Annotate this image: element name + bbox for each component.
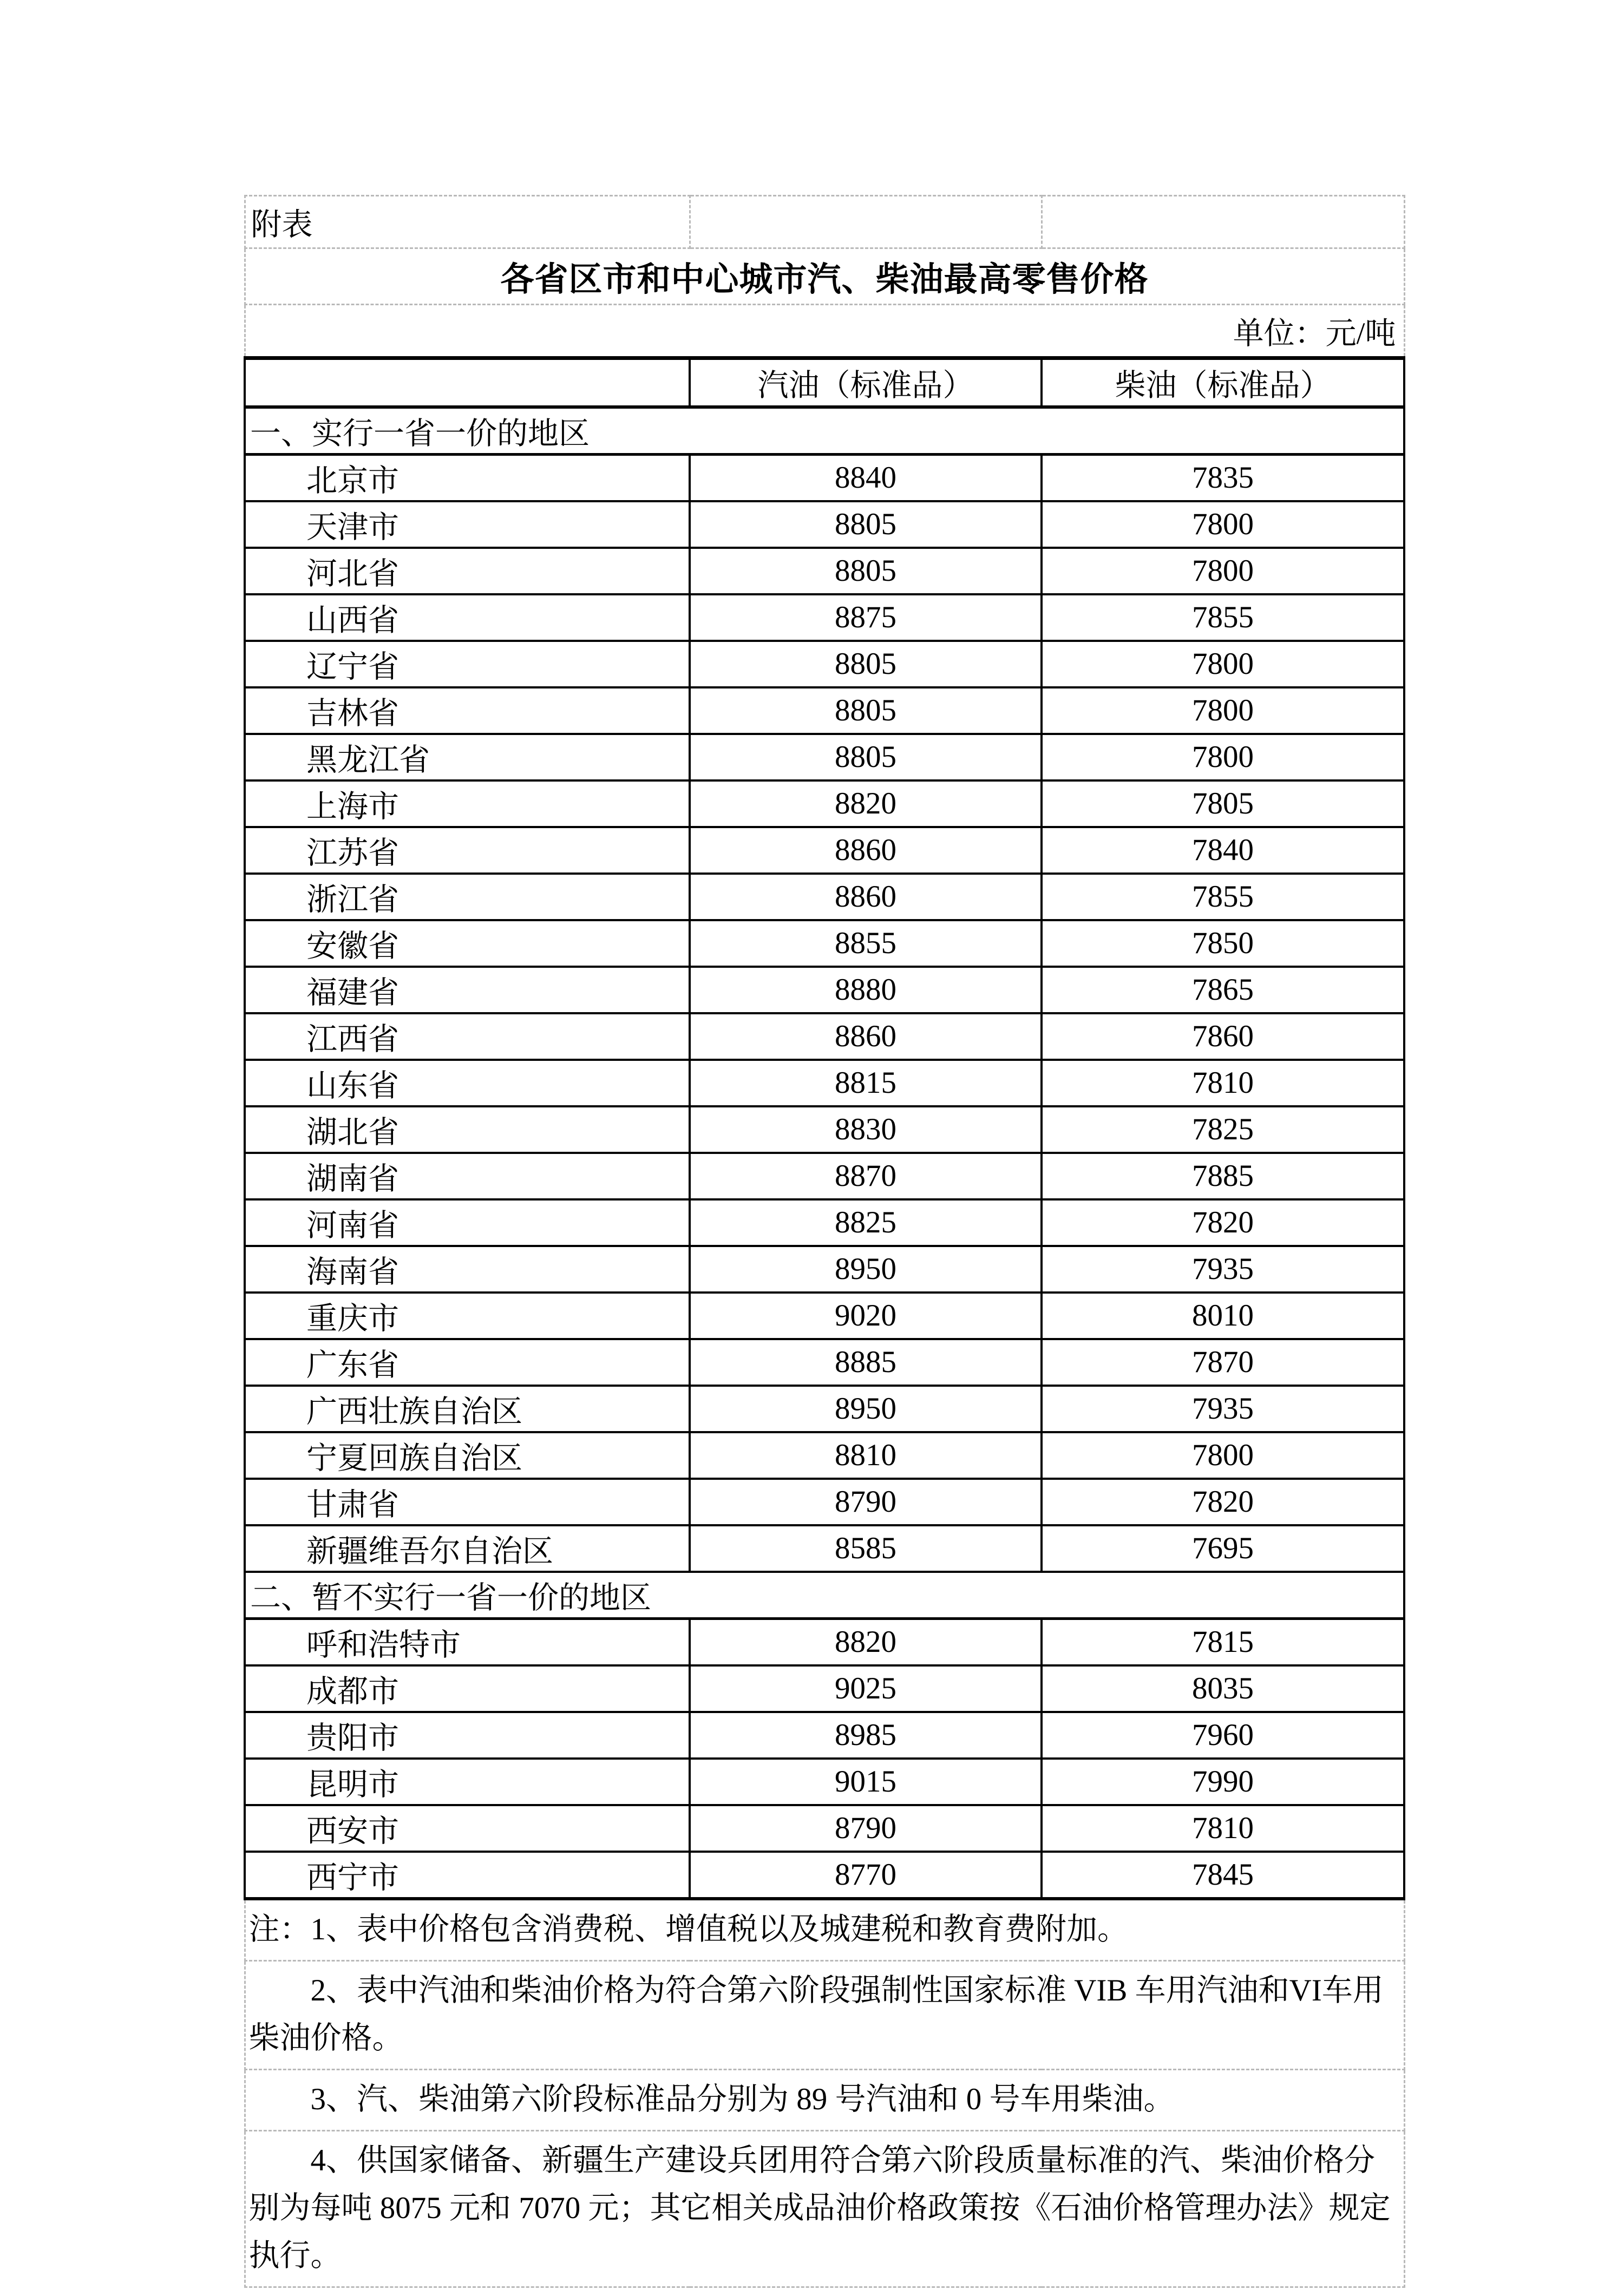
region-cell: 湖南省 (245, 1153, 690, 1199)
gasoline-cell: 8950 (690, 1246, 1042, 1293)
region-cell: 西宁市 (245, 1852, 690, 1899)
region-cell: 广西壮族自治区 (245, 1386, 690, 1432)
table-row (245, 1665, 1404, 1712)
table-row (245, 1805, 1404, 1852)
table-row (245, 734, 1404, 780)
region-cell: 黑龙江省 (245, 734, 690, 780)
table-row (245, 1525, 1404, 1572)
table-row (245, 1106, 1404, 1153)
gasoline-cell: 8875 (690, 594, 1042, 641)
region-cell: 浙江省 (245, 874, 690, 920)
gasoline-cell: 8870 (690, 1153, 1042, 1199)
region-cell: 广东省 (245, 1339, 690, 1386)
gasoline-cell: 8820 (690, 780, 1042, 827)
region-cell: 湖北省 (245, 1106, 690, 1153)
diesel-cell: 7870 (1042, 1339, 1404, 1386)
table-row (245, 1060, 1404, 1106)
table-row (245, 1293, 1404, 1339)
diesel-cell: 7820 (1042, 1199, 1404, 1246)
diesel-cell: 7825 (1042, 1106, 1404, 1153)
gasoline-cell: 8840 (690, 454, 1042, 501)
gasoline-cell: 8810 (690, 1432, 1042, 1479)
section-header (245, 407, 1404, 455)
region-cell: 新疆维吾尔自治区 (245, 1525, 690, 1572)
table-row (245, 1712, 1404, 1759)
gasoline-header: 汽油（标准品） (690, 358, 1042, 407)
page-title: 各省区市和中心城市汽、柴油最高零售价格 (500, 261, 1149, 298)
gasoline-cell: 8860 (690, 827, 1042, 874)
gasoline-cell: 8805 (690, 734, 1042, 780)
column-header-row (245, 358, 1404, 407)
gasoline-cell: 8860 (690, 874, 1042, 920)
region-cell: 海南省 (245, 1246, 690, 1293)
gasoline-cell: 8950 (690, 1386, 1042, 1432)
region-cell: 西安市 (245, 1805, 690, 1852)
region-cell: 山东省 (245, 1060, 690, 1106)
region-cell: 安徽省 (245, 920, 690, 967)
diesel-cell: 8035 (1042, 1665, 1404, 1712)
diesel-header: 柴油（标准品） (1042, 358, 1404, 407)
diesel-cell: 8010 (1042, 1293, 1404, 1339)
region-cell: 宁夏回族自治区 (245, 1432, 690, 1479)
empty-cell (690, 196, 1042, 248)
title-row (245, 248, 1404, 305)
gasoline-cell: 8885 (690, 1339, 1042, 1386)
region-cell: 山西省 (245, 594, 690, 641)
region-cell: 昆明市 (245, 1759, 690, 1805)
diesel-cell: 7855 (1042, 874, 1404, 920)
table-row (245, 1153, 1404, 1199)
note-1: 注：1、表中价格包含消费税、增值税以及城建税和教育费附加。 (248, 1912, 1128, 1946)
diesel-cell: 7800 (1042, 734, 1404, 780)
diesel-cell: 7960 (1042, 1712, 1404, 1759)
region-cell: 吉林省 (245, 687, 690, 734)
table-row (245, 1199, 1404, 1246)
gasoline-cell: 9015 (690, 1759, 1042, 1805)
gasoline-cell: 8805 (690, 548, 1042, 594)
diesel-cell: 7845 (1042, 1852, 1404, 1899)
region-cell: 江苏省 (245, 827, 690, 874)
unit-label: 单位：元/吨 (245, 305, 1404, 358)
diesel-cell: 7800 (1042, 548, 1404, 594)
note-row (245, 2069, 1404, 2130)
diesel-cell: 7840 (1042, 827, 1404, 874)
diesel-cell: 7860 (1042, 1013, 1404, 1060)
region-cell: 成都市 (245, 1665, 690, 1712)
table-row (245, 1432, 1404, 1479)
table-row (245, 1246, 1404, 1293)
gasoline-cell: 9020 (690, 1293, 1042, 1339)
region-cell: 重庆市 (245, 1293, 690, 1339)
region-cell: 河北省 (245, 548, 690, 594)
diesel-cell: 7805 (1042, 780, 1404, 827)
gasoline-cell: 8815 (690, 1060, 1042, 1106)
corner-label-row (245, 196, 1404, 248)
table-row (245, 1386, 1404, 1432)
diesel-cell: 7850 (1042, 920, 1404, 967)
diesel-cell: 7935 (1042, 1386, 1404, 1432)
table-row (245, 548, 1404, 594)
price-table (244, 195, 1405, 2288)
region-header (245, 358, 690, 407)
diesel-cell: 7800 (1042, 687, 1404, 734)
region-cell: 天津市 (245, 501, 690, 548)
table-row (245, 780, 1404, 827)
gasoline-cell: 8985 (690, 1712, 1042, 1759)
region-cell: 福建省 (245, 967, 690, 1013)
section-label: 一、实行一省一价的地区 (245, 407, 1404, 455)
unit-row (245, 305, 1404, 358)
corner-label: 附表 (245, 196, 690, 248)
table-row (245, 687, 1404, 734)
table-row (245, 1852, 1404, 1899)
table-row (245, 827, 1404, 874)
diesel-cell: 7815 (1042, 1618, 1404, 1665)
empty-cell (1042, 196, 1404, 248)
region-cell: 北京市 (245, 454, 690, 501)
diesel-cell: 7835 (1042, 454, 1404, 501)
table-row (245, 1339, 1404, 1386)
table-row (245, 1479, 1404, 1525)
gasoline-cell: 8825 (690, 1199, 1042, 1246)
table-row (245, 1759, 1404, 1805)
note-4: 4、供国家储备、新疆生产建设兵团用符合第六阶段质量标准的汽、柴油价格分别为每吨 8075 元和 7070 元；其它相关成品油价格政策按《石油价格管理办法》规定执行。 (248, 2143, 1391, 2273)
note-row (245, 1899, 1404, 1961)
table-row (245, 454, 1404, 501)
table-row (245, 641, 1404, 687)
table-row (245, 1013, 1404, 1060)
note-2: 2、表中汽油和柴油价格为符合第六阶段强制性国家标准 VIB 车用汽油和VI车用柴油价格。 (248, 1973, 1384, 2055)
diesel-cell: 7800 (1042, 1432, 1404, 1479)
diesel-cell: 7820 (1042, 1479, 1404, 1525)
note-3: 3、汽、柴油第六阶段标准品分别为 89 号汽油和 0 号车用柴油。 (310, 2082, 1175, 2116)
document-content (244, 195, 1403, 2288)
gasoline-cell: 9025 (690, 1665, 1042, 1712)
table-row (245, 920, 1404, 967)
diesel-cell: 7800 (1042, 501, 1404, 548)
gasoline-cell: 8860 (690, 1013, 1042, 1060)
note-row (245, 1960, 1404, 2069)
gasoline-cell: 8830 (690, 1106, 1042, 1153)
gasoline-cell: 8805 (690, 687, 1042, 734)
section-label: 二、暂不实行一省一价的地区 (245, 1572, 1404, 1619)
diesel-cell: 7855 (1042, 594, 1404, 641)
region-cell: 河南省 (245, 1199, 690, 1246)
diesel-cell: 7990 (1042, 1759, 1404, 1805)
section-header (245, 1572, 1404, 1619)
note-row (245, 2130, 1404, 2287)
region-cell: 甘肃省 (245, 1479, 690, 1525)
table-row (245, 501, 1404, 548)
gasoline-cell: 8805 (690, 501, 1042, 548)
table-row (245, 594, 1404, 641)
gasoline-cell: 8790 (690, 1479, 1042, 1525)
gasoline-cell: 8820 (690, 1618, 1042, 1665)
gasoline-cell: 8805 (690, 641, 1042, 687)
region-cell: 上海市 (245, 780, 690, 827)
gasoline-cell: 8770 (690, 1852, 1042, 1899)
gasoline-cell: 8790 (690, 1805, 1042, 1852)
region-cell: 江西省 (245, 1013, 690, 1060)
gasoline-cell: 8585 (690, 1525, 1042, 1572)
gasoline-cell: 8855 (690, 920, 1042, 967)
region-cell: 贵阳市 (245, 1712, 690, 1759)
diesel-cell: 7865 (1042, 967, 1404, 1013)
table-row (245, 967, 1404, 1013)
diesel-cell: 7935 (1042, 1246, 1404, 1293)
diesel-cell: 7695 (1042, 1525, 1404, 1572)
table-row (245, 874, 1404, 920)
gasoline-cell: 8880 (690, 967, 1042, 1013)
region-cell: 呼和浩特市 (245, 1618, 690, 1665)
diesel-cell: 7810 (1042, 1805, 1404, 1852)
diesel-cell: 7810 (1042, 1060, 1404, 1106)
table-row (245, 1618, 1404, 1665)
diesel-cell: 7800 (1042, 641, 1404, 687)
diesel-cell: 7885 (1042, 1153, 1404, 1199)
region-cell: 辽宁省 (245, 641, 690, 687)
